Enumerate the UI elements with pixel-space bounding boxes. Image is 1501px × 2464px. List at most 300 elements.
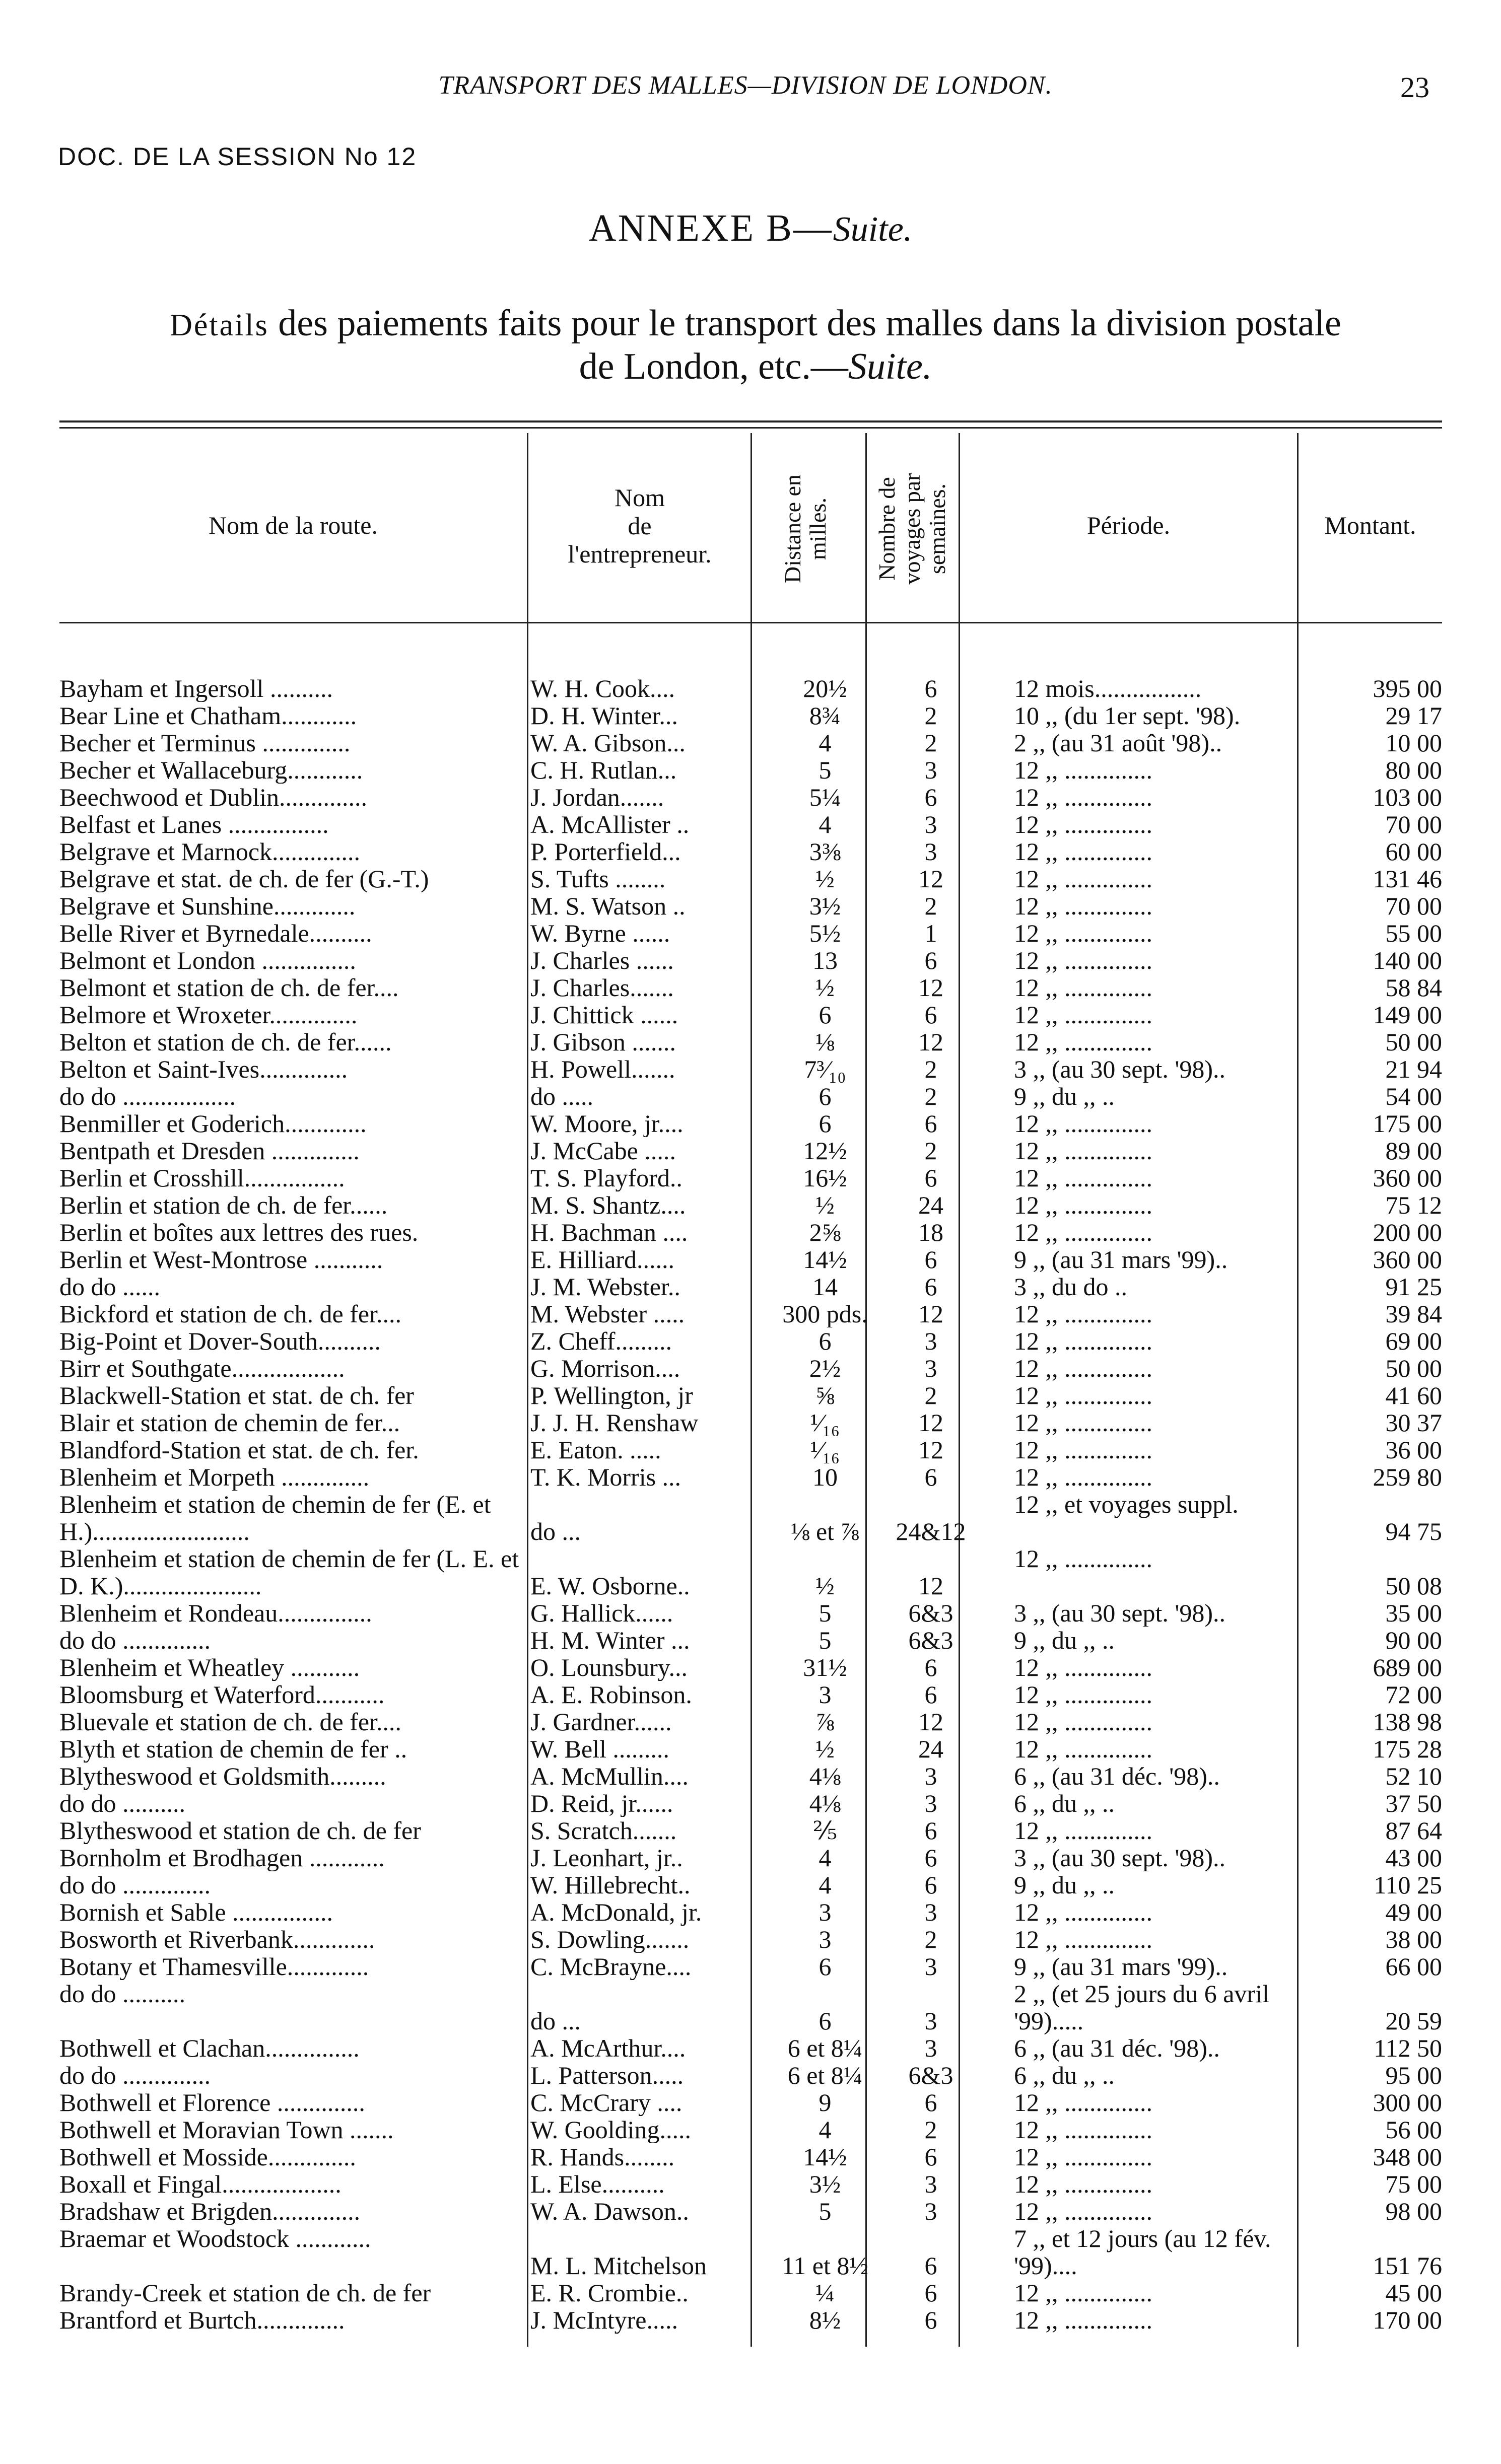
entrepreneur-cell: C. H. Rutlan... [530, 756, 677, 784]
voyages-cell: 6 [924, 1246, 937, 1273]
periode-cell: 12 ,, .............. [1014, 1409, 1152, 1436]
distance-cell: ½ [815, 974, 835, 1001]
periode-cell: 2 ,, (au 31 août '98).. [1014, 729, 1222, 756]
entrepreneur-cell: D. H. Winter... [530, 702, 678, 729]
distance-cell: 4⅛ [809, 1763, 841, 1790]
voyages-cell: 3 [924, 1898, 937, 1926]
table-row [59, 1219, 1442, 1246]
entrepreneur-cell: E. R. Crombie.. [530, 2279, 689, 2306]
table-row [59, 756, 1442, 784]
entrepreneur-cell: T. S. Playford.. [530, 1164, 683, 1191]
table-row [59, 1300, 1442, 1327]
distance-cell: 6 [818, 1953, 832, 1980]
route-cell: Bornholm et Brodhagen ............ [59, 1844, 385, 1871]
distance-cell: ⅞ [815, 1708, 835, 1735]
voyages-cell: 6 [924, 2089, 937, 2116]
voyages-cell: 3 [924, 1355, 937, 1382]
col-header-entrepreneur-line3: l'entrepreneur. [568, 540, 712, 568]
distance-cell: 2⅝ [809, 1219, 841, 1246]
title-line2: de London, etc.— [579, 346, 848, 387]
entrepreneur-cell: A. E. Robinson. [530, 1681, 692, 1708]
route-cell: Belton et station de ch. de fer...... [59, 1028, 392, 1055]
entrepreneur-cell: W. Bell ......... [530, 1735, 669, 1763]
entrepreneur-cell: W. H. Cook.... [530, 675, 675, 702]
periode-cell: 12 ,, .............. [1014, 811, 1152, 838]
montant-cell: 70 00 [1385, 811, 1442, 838]
route-cell: do do .......... [59, 1980, 185, 2007]
periode-cell: 12 ,, .............. [1014, 974, 1152, 1001]
route-cell: do do .................. [59, 1083, 236, 1110]
route-cell: Belmont et London ............... [59, 947, 356, 974]
route-cell: Blenheim et station de chemin de fer (E. et H.)......................... [59, 1491, 491, 1545]
voyages-cell: 6 [924, 1110, 937, 1137]
montant-cell: 91 25 [1385, 1273, 1442, 1300]
entrepreneur-cell: W. A. Dawson.. [530, 2198, 689, 2225]
entrepreneur-cell: H. M. Winter ... [530, 1627, 690, 1654]
distance-cell: 3½ [809, 892, 841, 920]
entrepreneur-cell: J. McCabe ..... [530, 1137, 676, 1164]
distance-cell: ⅛ [815, 1028, 835, 1055]
montant-cell: 360 00 [1373, 1246, 1442, 1273]
distance-cell: 8¾ [809, 702, 841, 729]
periode-cell: 6 ,, (au 31 déc. '98).. [1014, 1763, 1220, 1790]
entrepreneur-cell: M. S. Watson .. [530, 892, 686, 920]
table-body [59, 675, 1442, 2334]
montant-cell: 80 00 [1385, 756, 1442, 784]
voyages-cell: 12 [918, 1708, 943, 1735]
table-row [59, 2170, 1442, 2198]
montant-cell: 75 12 [1385, 1191, 1442, 1219]
periode-cell: 12 ,, .............. [1014, 1300, 1152, 1327]
entrepreneur-cell: A. McArthur.... [530, 2034, 686, 2062]
periode-cell: 9 ,, du ,, .. [1014, 1627, 1115, 1654]
table-row [59, 2225, 1442, 2279]
montant-cell: 70 00 [1385, 892, 1442, 920]
distance-cell: 4 [818, 729, 832, 756]
periode-cell: 12 ,, .............. [1014, 2116, 1152, 2143]
voyages-cell: 2 [924, 1137, 937, 1164]
voyages-cell: 3 [924, 1953, 937, 1980]
entrepreneur-cell: C. McCrary .... [530, 2089, 683, 2116]
montant-cell: 149 00 [1373, 1001, 1442, 1028]
periode-cell: 12 ,, .............. [1014, 1708, 1152, 1735]
montant-cell: 110 25 [1374, 1871, 1442, 1898]
distance-cell: 5 [818, 756, 832, 784]
route-cell: Belton et Saint-Ives.............. [59, 1055, 348, 1083]
distance-cell: 6 et 8¼ [787, 2062, 863, 2089]
table-row [59, 1083, 1442, 1110]
col-header-voyages-line1: Nombre de [874, 477, 900, 581]
distance-cell: 20½ [803, 675, 847, 702]
montant-cell: 95 00 [1385, 2062, 1442, 2089]
voyages-cell: 3 [924, 2034, 937, 2062]
entrepreneur-cell: A. McDonald, jr. [530, 1898, 702, 1926]
annex-suite: Suite. [833, 210, 913, 249]
entrepreneur-cell: do ... [530, 1518, 581, 1545]
montant-cell: 72 00 [1385, 1681, 1442, 1708]
periode-cell: 12 ,, .............. [1014, 1926, 1152, 1953]
route-cell: Belgrave et Marnock.............. [59, 838, 361, 865]
voyages-cell: 2 [924, 1055, 937, 1083]
entrepreneur-cell: C. McBrayne.... [530, 1953, 692, 1980]
montant-cell: 395 00 [1373, 675, 1442, 702]
table-row [59, 1708, 1442, 1735]
table-row [59, 1355, 1442, 1382]
periode-cell: 12 ,, .............. [1014, 1898, 1152, 1926]
voyages-cell: 12 [918, 1436, 943, 1463]
table-row [59, 1137, 1442, 1164]
periode-cell: 12 ,, et voyages suppl. [1014, 1491, 1239, 1518]
periode-cell: 12 ,, .............. [1014, 1327, 1152, 1355]
entrepreneur-cell: J. McIntyre..... [530, 2306, 678, 2334]
entrepreneur-cell: H. Powell....... [530, 1055, 675, 1083]
table-row [59, 892, 1442, 920]
montant-cell: 58 84 [1385, 974, 1442, 1001]
montant-cell: 175 00 [1373, 1110, 1442, 1137]
periode-cell: 9 ,, du ,, .. [1014, 1083, 1115, 1110]
voyages-cell: 2 [924, 2116, 937, 2143]
entrepreneur-cell: W. Byrne ...... [530, 920, 670, 947]
route-cell: Boxall et Fingal................... [59, 2170, 342, 2198]
table-row [59, 1735, 1442, 1763]
montant-cell: 200 00 [1373, 1219, 1442, 1246]
voyages-cell: 12 [918, 865, 943, 892]
distance-cell: 31½ [803, 1654, 847, 1681]
col-header-voyages-line3: semaines. [924, 483, 950, 575]
voyages-cell: 6 [924, 1844, 937, 1871]
table-row [59, 1001, 1442, 1028]
periode-cell: 12 ,, .............. [1014, 838, 1152, 865]
col-header-entrepreneur-line2: de [628, 512, 652, 540]
route-cell: Blyth et station de chemin de fer .. [59, 1735, 407, 1763]
entrepreneur-cell: T. K. Morris ... [530, 1463, 681, 1491]
distance-cell: 5¼ [809, 784, 841, 811]
route-cell: Blytheswood et Goldsmith......... [59, 1763, 386, 1790]
voyages-cell: 2 [924, 729, 937, 756]
table-row [59, 1953, 1442, 1980]
montant-cell: 90 00 [1385, 1627, 1442, 1654]
entrepreneur-cell: J. Charles....... [530, 974, 674, 1001]
route-cell: Bluevale et station de ch. de fer.... [59, 1708, 401, 1735]
col-header-montant: Montant. [1324, 511, 1416, 539]
montant-cell: 112 50 [1374, 2034, 1442, 2062]
entrepreneur-cell: E. Eaton. ..... [530, 1436, 661, 1463]
montant-cell: 151 76 [1373, 2252, 1442, 2279]
voyages-cell: 12 [918, 974, 943, 1001]
montant-cell: 41 60 [1385, 1382, 1442, 1409]
title-smallcaps: Détails [170, 308, 269, 342]
distance-cell: 9 [818, 2089, 832, 2116]
periode-cell: 12 ,, .............. [1014, 892, 1152, 920]
distance-cell: ⅝ [815, 1382, 835, 1409]
montant-cell: 69 00 [1385, 1327, 1442, 1355]
route-cell: do do .............. [59, 1627, 211, 1654]
distance-cell: 4 [818, 1844, 832, 1871]
montant-cell: 21 94 [1385, 1055, 1442, 1083]
distance-cell: 7³⁄₁₀ [804, 1055, 846, 1083]
montant-cell: 37 50 [1385, 1790, 1442, 1817]
distance-cell: ¼ [815, 2279, 835, 2306]
voyages-cell: 6 [924, 1871, 937, 1898]
route-cell: Blackwell-Station et stat. de ch. fer [59, 1382, 414, 1409]
route-cell: Bentpath et Dresden .............. [59, 1137, 360, 1164]
periode-cell: 6 ,, (au 31 déc. '98).. [1014, 2034, 1220, 2062]
table-row [59, 1327, 1442, 1355]
distance-cell: 6 [818, 1327, 832, 1355]
distance-cell: 6 [818, 2007, 832, 2034]
table-row [59, 2116, 1442, 2143]
distance-cell: 6 [818, 1001, 832, 1028]
voyages-cell: 6 [924, 947, 937, 974]
voyages-cell: 24 [918, 1191, 943, 1219]
route-cell: Bloomsburg et Waterford........... [59, 1681, 385, 1708]
entrepreneur-cell: E. W. Osborne.. [530, 1572, 690, 1599]
route-cell: do do .............. [59, 1871, 211, 1898]
table-row [59, 1817, 1442, 1844]
voyages-cell: 12 [918, 1028, 943, 1055]
montant-cell: 89 00 [1385, 1137, 1442, 1164]
periode-cell: 3 ,, du do .. [1014, 1273, 1127, 1300]
distance-cell: 4 [818, 811, 832, 838]
montant-cell: 50 08 [1385, 1572, 1442, 1599]
table-row [59, 1191, 1442, 1219]
voyages-cell: 2 [924, 1926, 937, 1953]
table-row [59, 2062, 1442, 2089]
voyages-cell: 2 [924, 1382, 937, 1409]
voyages-cell: 6 [924, 1164, 937, 1191]
entrepreneur-cell: M. L. Mitchelson [530, 2252, 707, 2279]
montant-cell: 138 98 [1373, 1708, 1442, 1735]
col-header-voyages [874, 428, 950, 629]
table-row [59, 1055, 1442, 1083]
route-cell: Becher et Wallaceburg............ [59, 756, 363, 784]
table-row [59, 974, 1442, 1001]
distance-cell: ⅖ [812, 1817, 838, 1844]
entrepreneur-cell: O. Lounsbury... [530, 1654, 688, 1681]
col-header-route: Nom de la route. [208, 511, 378, 539]
montant-cell: 94 75 [1385, 1518, 1442, 1545]
montant-cell: 49 00 [1385, 1898, 1442, 1926]
distance-cell: 4⅛ [809, 1790, 841, 1817]
voyages-cell: 3 [924, 811, 937, 838]
distance-cell: ¹⁄₁₆ [810, 1436, 840, 1463]
voyages-cell: 6 [924, 2143, 937, 2170]
route-cell: Belgrave et Sunshine............. [59, 892, 356, 920]
top-rule-2 [59, 427, 1442, 429]
montant-cell: 300 00 [1373, 2089, 1442, 2116]
periode-cell: 12 ,, .............. [1014, 1028, 1152, 1055]
montant-cell: 50 00 [1385, 1355, 1442, 1382]
voyages-cell: 3 [924, 2170, 937, 2198]
route-cell: Big-Point et Dover-South.......... [59, 1327, 381, 1355]
entrepreneur-cell: L. Patterson..... [530, 2062, 684, 2089]
montant-cell: 29 17 [1385, 702, 1442, 729]
voyages-cell: 12 [918, 1409, 943, 1436]
distance-cell: 14 [812, 1273, 838, 1300]
entrepreneur-cell: P. Porterfield... [530, 838, 681, 865]
voyages-cell: 6 [924, 675, 937, 702]
route-cell: Belfast et Lanes ................ [59, 811, 329, 838]
periode-cell: 12 ,, .............. [1014, 2170, 1152, 2198]
voyages-cell: 6&3 [908, 2062, 953, 2089]
route-cell: Blenheim et Rondeau............... [59, 1599, 372, 1627]
montant-cell: 75 00 [1385, 2170, 1442, 2198]
periode-cell: 6 ,, du ,, .. [1014, 1790, 1115, 1817]
table-title-line1 [60, 302, 1451, 345]
route-cell: Blandford-Station et stat. de ch. fer. [59, 1436, 419, 1463]
montant-cell: 360 00 [1373, 1164, 1442, 1191]
route-cell: Bothwell et Mosside.............. [59, 2143, 356, 2170]
montant-cell: 170 00 [1373, 2306, 1442, 2334]
entrepreneur-cell: M. S. Shantz.... [530, 1191, 686, 1219]
montant-cell: 20 59 [1385, 2007, 1442, 2034]
table-row [59, 1898, 1442, 1926]
voyages-cell: 6 [924, 2306, 937, 2334]
voyages-cell: 3 [924, 756, 937, 784]
title-line2-suite: Suite. [848, 346, 932, 387]
distance-cell: 4 [818, 1871, 832, 1898]
distance-cell: 12½ [803, 1137, 847, 1164]
montant-cell: 10 00 [1385, 729, 1442, 756]
table-row [59, 1926, 1442, 1953]
voyages-cell: 3 [924, 1790, 937, 1817]
route-cell: Blytheswood et station de ch. de fer [59, 1817, 421, 1844]
route-cell: Bradshaw et Brigden.............. [59, 2198, 361, 2225]
col-header-entrepreneur-line1: Nom [615, 483, 665, 512]
table-row [59, 1273, 1442, 1300]
voyages-cell: 6&3 [908, 1599, 953, 1627]
periode-cell: 12 ,, .............. [1014, 1735, 1152, 1763]
periode-cell: 12 ,, .............. [1014, 1001, 1152, 1028]
montant-cell: 348 00 [1373, 2143, 1442, 2170]
periode-cell: 12 ,, .............. [1014, 947, 1152, 974]
periode-cell: 12 ,, .............. [1014, 1219, 1152, 1246]
voyages-cell: 6 [924, 1001, 937, 1028]
periode-cell: 12 ,, .............. [1014, 1463, 1152, 1491]
distance-cell: 6 [818, 1110, 832, 1137]
distance-cell: ⅛ et ⅞ [790, 1518, 860, 1545]
table-row [59, 1164, 1442, 1191]
voyages-cell: 2 [924, 892, 937, 920]
table-row [59, 947, 1442, 974]
entrepreneur-cell: do ... [530, 2007, 581, 2034]
route-cell: Berlin et station de ch. de fer...... [59, 1191, 388, 1219]
table-title-line2 [60, 345, 1451, 388]
periode-cell: 12 ,, .............. [1014, 1382, 1152, 1409]
table-row [59, 2034, 1442, 2062]
table-row [59, 1463, 1442, 1491]
table-row [59, 1627, 1442, 1654]
periode-cell: 9 ,, du ,, .. [1014, 1871, 1115, 1898]
route-cell: Berlin et West-Montrose ........... [59, 1246, 383, 1273]
table-row [59, 2089, 1442, 2116]
table-row [59, 1110, 1442, 1137]
montant-cell: 55 00 [1385, 920, 1442, 947]
periode-cell: 12 ,, .............. [1014, 1355, 1152, 1382]
entrepreneur-cell: R. Hands........ [530, 2143, 675, 2170]
table-row [59, 1790, 1442, 1817]
entrepreneur-cell: A. McAllister .. [530, 811, 690, 838]
table-row [59, 1028, 1442, 1055]
table-row [59, 2198, 1442, 2225]
table-row [59, 811, 1442, 838]
montant-cell: 66 00 [1385, 1953, 1442, 1980]
distance-cell: 3½ [809, 2170, 841, 2198]
periode-cell: 12 ,, .............. [1014, 1681, 1152, 1708]
route-cell: Belmore et Wroxeter.............. [59, 1001, 358, 1028]
distance-cell: 14½ [803, 2143, 847, 2170]
entrepreneur-cell: J. Gibson ....... [530, 1028, 676, 1055]
voyages-cell: 6 [924, 2252, 937, 2279]
periode-cell: 12 mois................. [1014, 675, 1202, 702]
route-cell: Bosworth et Riverbank............. [59, 1926, 375, 1953]
distance-cell: ½ [815, 1572, 835, 1599]
table-row [59, 2279, 1442, 2306]
entrepreneur-cell: M. Webster ..... [530, 1300, 685, 1327]
montant-cell: 36 00 [1385, 1436, 1442, 1463]
entrepreneur-cell: Z. Cheff......... [530, 1327, 672, 1355]
route-cell: Berlin et Crosshill................ [59, 1164, 345, 1191]
distance-cell: 8½ [809, 2306, 841, 2334]
route-cell: Brandy-Creek et station de ch. de fer [59, 2279, 431, 2306]
voyages-cell: 24 [918, 1735, 943, 1763]
voyages-cell: 12 [918, 1572, 943, 1599]
route-cell: Bickford et station de ch. de fer.... [59, 1300, 401, 1327]
entrepreneur-cell: J. J. H. Renshaw [530, 1409, 699, 1436]
entrepreneur-cell: G. Morrison.... [530, 1355, 680, 1382]
distance-cell: ½ [815, 865, 835, 892]
montant-cell: 87 64 [1385, 1817, 1442, 1844]
entrepreneur-cell: W. Moore, jr.... [530, 1110, 684, 1137]
table-row [59, 1763, 1442, 1790]
route-cell: Belgrave et stat. de ch. de fer (G.-T.) [59, 865, 429, 892]
voyages-cell: 2 [924, 1083, 937, 1110]
table-row [59, 1980, 1442, 2034]
route-cell: Braemar et Woodstock ............ [59, 2225, 371, 2252]
periode-cell: 12 ,, .............. [1014, 2279, 1152, 2306]
table-row [59, 702, 1442, 729]
montant-cell: 45 00 [1385, 2279, 1442, 2306]
periode-cell: 12 ,, .............. [1014, 1545, 1152, 1572]
col-header-distance-line1: Distance en [780, 474, 805, 583]
voyages-cell: 6 [924, 2279, 937, 2306]
route-cell: Bothwell et Moravian Town ....... [59, 2116, 394, 2143]
montant-cell: 175 28 [1373, 1735, 1442, 1763]
route-cell: Blenheim et Wheatley ........... [59, 1654, 360, 1681]
table-row [59, 920, 1442, 947]
entrepreneur-cell: W. Goolding..... [530, 2116, 691, 2143]
montant-cell: 103 00 [1373, 784, 1442, 811]
distance-cell: 16½ [803, 1164, 847, 1191]
table-row [59, 1409, 1442, 1436]
periode-cell: 12 ,, .............. [1014, 1191, 1152, 1219]
table-row [59, 1844, 1442, 1871]
route-cell: Bayham et Ingersoll .......... [59, 675, 333, 702]
route-cell: Blenheim et Morpeth .............. [59, 1463, 370, 1491]
voyages-cell: 3 [924, 838, 937, 865]
voyages-cell: 24&12 [896, 1518, 966, 1545]
distance-cell: 3 [818, 1926, 832, 1953]
entrepreneur-cell: H. Bachman .... [530, 1219, 688, 1246]
periode-cell: 12 ,, .............. [1014, 920, 1152, 947]
table-row [59, 1382, 1442, 1409]
voyages-cell: 6 [924, 1463, 937, 1491]
montant-cell: 689 00 [1373, 1654, 1442, 1681]
route-cell: Beechwood et Dublin.............. [59, 784, 368, 811]
distance-cell: 6 et 8¼ [787, 2034, 863, 2062]
distance-cell: 11 et 8½ [782, 2252, 868, 2279]
route-cell: Botany et Thamesville............. [59, 1953, 369, 1980]
